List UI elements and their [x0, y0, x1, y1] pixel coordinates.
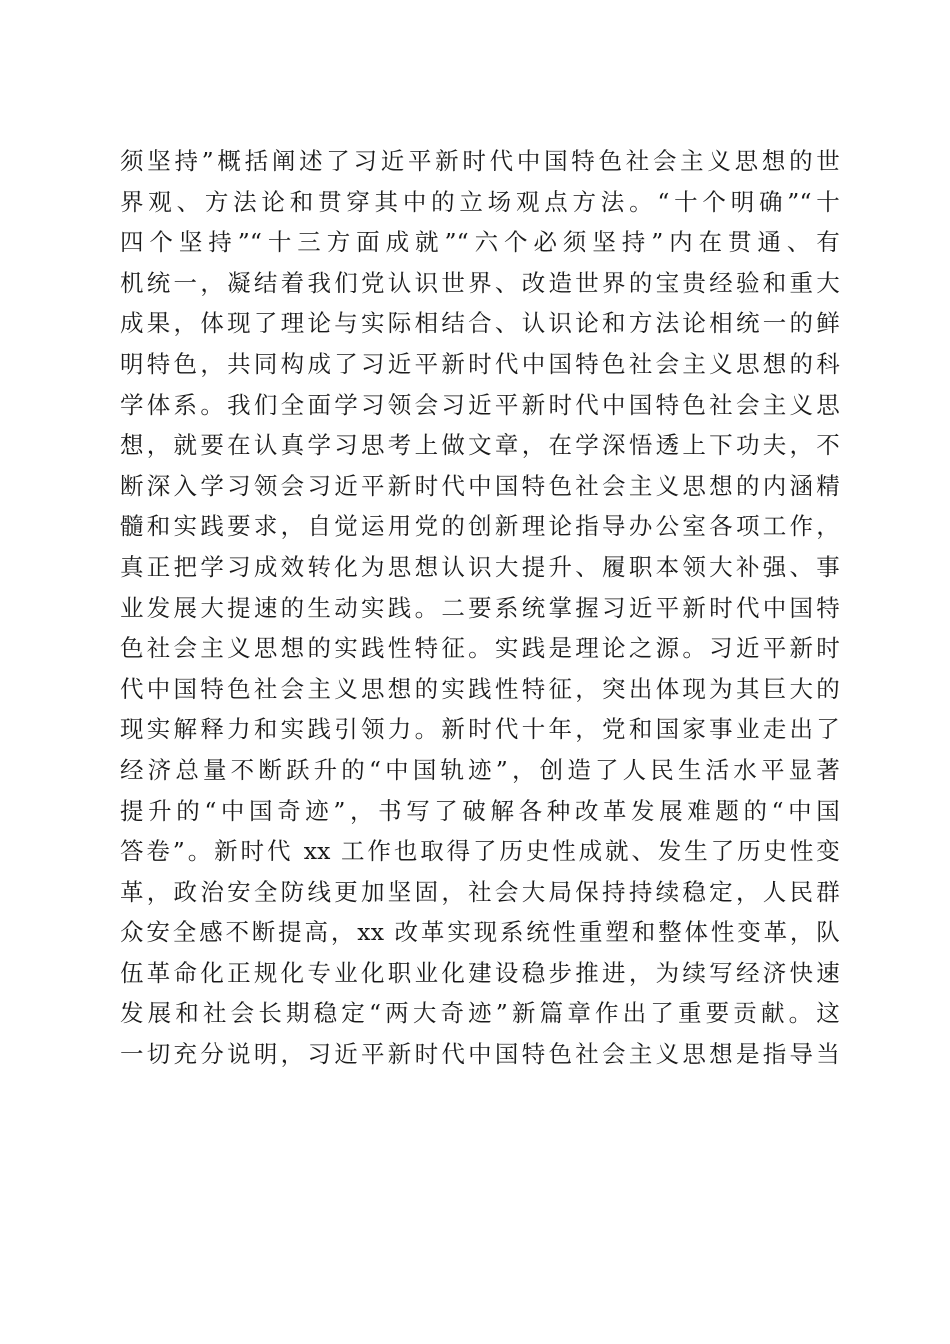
- text-line: 代中国特色社会主义思想的实践性特征，突出体现为其巨大的: [120, 674, 840, 703]
- text-line: 髓和实践要求，自觉运用党的创新理论指导办公室各项工作，: [120, 512, 840, 541]
- text-line: 经济总量不断跃升的“中国轨迹”，创造了人民生活水平显著: [120, 755, 840, 784]
- text-line: 界观、方法论和贯穿其中的立场观点方法。“十个明确”“十: [120, 187, 840, 216]
- text-line: 发展和社会长期稳定“两大奇迹”新篇章作出了重要贡献。这: [120, 999, 840, 1028]
- body-text: [120, 141, 840, 1075]
- text-line: 明特色，共同构成了习近平新时代中国特色社会主义思想的科: [120, 349, 840, 378]
- text-line: 机统一，凝结着我们党认识世界、改造世界的宝贵经验和重大: [120, 268, 840, 297]
- text-line: 现实解释力和实践引领力。新时代十年，党和国家事业走出了: [120, 715, 840, 744]
- text-line: 一切充分说明，习近平新时代中国特色社会主义思想是指导当: [120, 1040, 840, 1069]
- text-line: 断深入学习领会习近平新时代中国特色社会主义思想的内涵精: [120, 471, 840, 500]
- text-line: 业发展大提速的生动实践。二要系统掌握习近平新时代中国特: [120, 593, 840, 622]
- text-line: 四个坚持”“十三方面成就”“六个必须坚持”内在贯通、有: [120, 228, 840, 257]
- text-line: 伍革命化正规化专业化职业化建设稳步推进，为续写经济快速: [120, 958, 840, 987]
- text-line: 须坚持”概括阐述了习近平新时代中国特色社会主义思想的世: [120, 147, 840, 175]
- text-line: 成果，体现了理论与实际相结合、认识论和方法论相统一的鲜: [120, 309, 840, 338]
- text-line: 革，政治安全防线更加坚固，社会大局保持持续稳定，人民群: [120, 877, 840, 906]
- text-line: 色社会主义思想的实践性特征。实践是理论之源。习近平新时: [120, 634, 840, 663]
- text-line: 提升的“中国奇迹”，书写了破解各种改革发展难题的“中国: [120, 796, 840, 825]
- text-line: 真正把学习成效转化为思想认识大提升、履职本领大补强、事: [120, 552, 840, 581]
- text-line: 想，就要在认真学习思考上做文章，在学深悟透上下功夫，不: [120, 431, 840, 460]
- text-line: 答卷”。新时代 xx 工作也取得了历史性成就、发生了历史性变: [120, 837, 840, 866]
- text-line: 学体系。我们全面学习领会习近平新时代中国特色社会主义思: [120, 390, 840, 419]
- text-line: 众安全感不断提高，xx 改革实现系统性重塑和整体性变革，队: [120, 918, 840, 947]
